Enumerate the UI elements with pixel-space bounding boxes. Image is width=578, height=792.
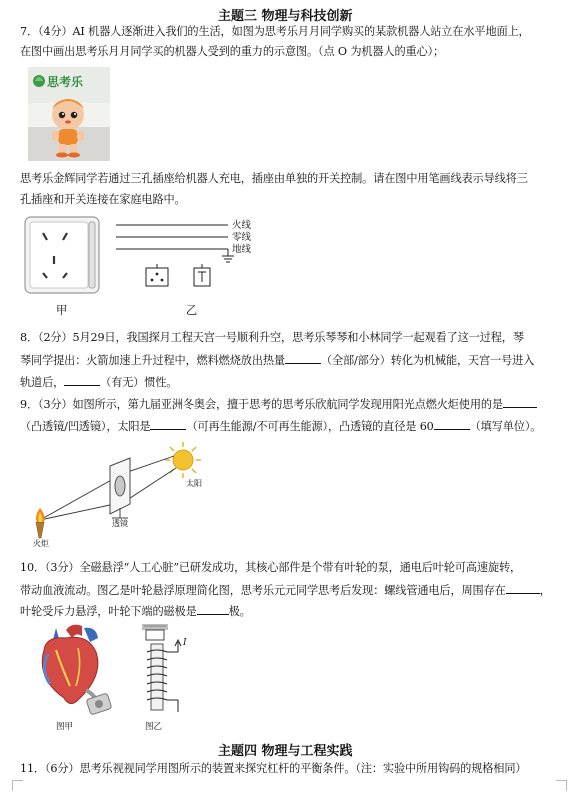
label-fig-yi-solenoid: 图乙 (145, 722, 163, 732)
q9-line-2-text-b: （可再生能源/不可再生能源），凸透镜的直径是 60 (186, 420, 434, 433)
q9-line-2-text-c: （填写单位）。 (469, 420, 542, 433)
q8-line-3 (20, 374, 177, 390)
q8-line-3-text-a: 轨道后， (20, 376, 65, 389)
q8-blank-1[interactable] (285, 352, 321, 364)
q7-line-3: 思考乐金辉同学若通过三孔插座给机器人充电，插座由单独的开关控制。请在图中用笔画线表示导线将三 (20, 172, 528, 185)
q10-line-1: 10．（3分）全磁悬浮“人工心脏”已研发成功，其核心部件是个带有叶轮的泵，通电后叶轮可高速旋转， (20, 561, 522, 574)
q10-line-2-text-b: ， (539, 584, 551, 597)
q10-line-3-text-a: 叶轮受斥力悬浮，叶轮下端的磁极是 (20, 605, 197, 618)
q8-line-2 (20, 352, 534, 368)
q9-blank-3[interactable] (434, 418, 470, 430)
q8-line-2-text-b: （全部/部分）转化为机械能，天宫一号进入 (320, 354, 535, 367)
fig-label-jia: 甲 (56, 304, 68, 317)
q7-line-4: 孔插座和开关连接在家庭电路中。 (20, 193, 186, 206)
wire-label-neutral: 零线 (232, 232, 252, 243)
solenoid-impeller-diagram (130, 620, 190, 718)
q10-line-2-text-a: 带动血液流动。图乙是叶轮悬浮原理简化图，思考乐元元同学思考后发现：螺线管通电后，周围存在 (20, 584, 506, 597)
socket-switch-panel (24, 216, 100, 294)
q8-line-3-text-b: （有无）惯性。 (100, 376, 178, 389)
q11-line-1: 11．（6分）思考乐视视同学用图所示的装置来探究杠杆的平衡条件。（注：实验中所用钩码的规格相同） (20, 762, 527, 775)
label-lens: 透镜 (112, 519, 128, 528)
wire-labels (232, 220, 251, 256)
section-title-3: 主题三 物理与科技创新 (218, 9, 353, 24)
q8-line-1: 8．（2分）5月29日，我国探月工程天宫一号顺利升空，思考乐琴琴和小林同学一起观看了这一过程，琴 (20, 331, 524, 344)
q10-blank-1[interactable] (506, 582, 540, 594)
q9-line-1 (20, 396, 537, 412)
page-corner-mark-left (12, 780, 23, 791)
label-sun: 太阳 (186, 479, 202, 488)
fig-label-yi: 乙 (186, 304, 198, 317)
label-torch: 火炬 (33, 539, 49, 548)
robot-logo-text: 思考乐 (47, 75, 84, 89)
wire-label-ground: 地线 (232, 244, 252, 255)
label-fig-jia-heart: 图甲 (56, 722, 74, 732)
page-corner-mark-right (556, 780, 567, 791)
q10-line-2 (20, 582, 551, 598)
q9-line-2 (20, 418, 541, 434)
wire-label-live: 火线 (232, 220, 252, 231)
q9-line-1-text: 9．（3分）如图所示，第九届亚洲冬奥会，擅于思考的思考乐欣航同学发现用阳光点燃火炬使用的是 (20, 398, 503, 411)
section-title-4: 主题四 物理与工程实践 (218, 744, 353, 759)
torch-icon (36, 508, 45, 538)
q9-blank-2[interactable] (150, 418, 186, 430)
q9-line-2-text-a: （凸透镜/凹透镜），太阳是 (20, 420, 151, 433)
robot-photo (28, 67, 110, 161)
q10-blank-2[interactable] (197, 603, 229, 615)
artificial-heart-image (26, 620, 118, 718)
q7-line-1: 7．（4分）AI 机器人逐渐进入我们的生活，如图为思考乐月月同学购买的某款机器人站立在水平地面上， (20, 25, 530, 38)
label-current-I: I (183, 638, 187, 648)
q9-blank-1[interactable] (503, 396, 537, 408)
q10-line-3-text-b: 极。 (228, 605, 251, 618)
q8-line-2-text-a: 琴同学提出：火箭加速上升过程中，燃料燃烧放出热量 (20, 354, 285, 367)
q10-line-3 (20, 603, 251, 619)
lens-sunlight-diagram (26, 438, 216, 550)
sun-icon (165, 442, 201, 478)
q7-line-2: 在图中画出思考乐月月同学买的机器人受到的重力的示意图。（点 O 为机器人的重心）； (20, 45, 445, 58)
q8-blank-2[interactable] (64, 374, 100, 386)
